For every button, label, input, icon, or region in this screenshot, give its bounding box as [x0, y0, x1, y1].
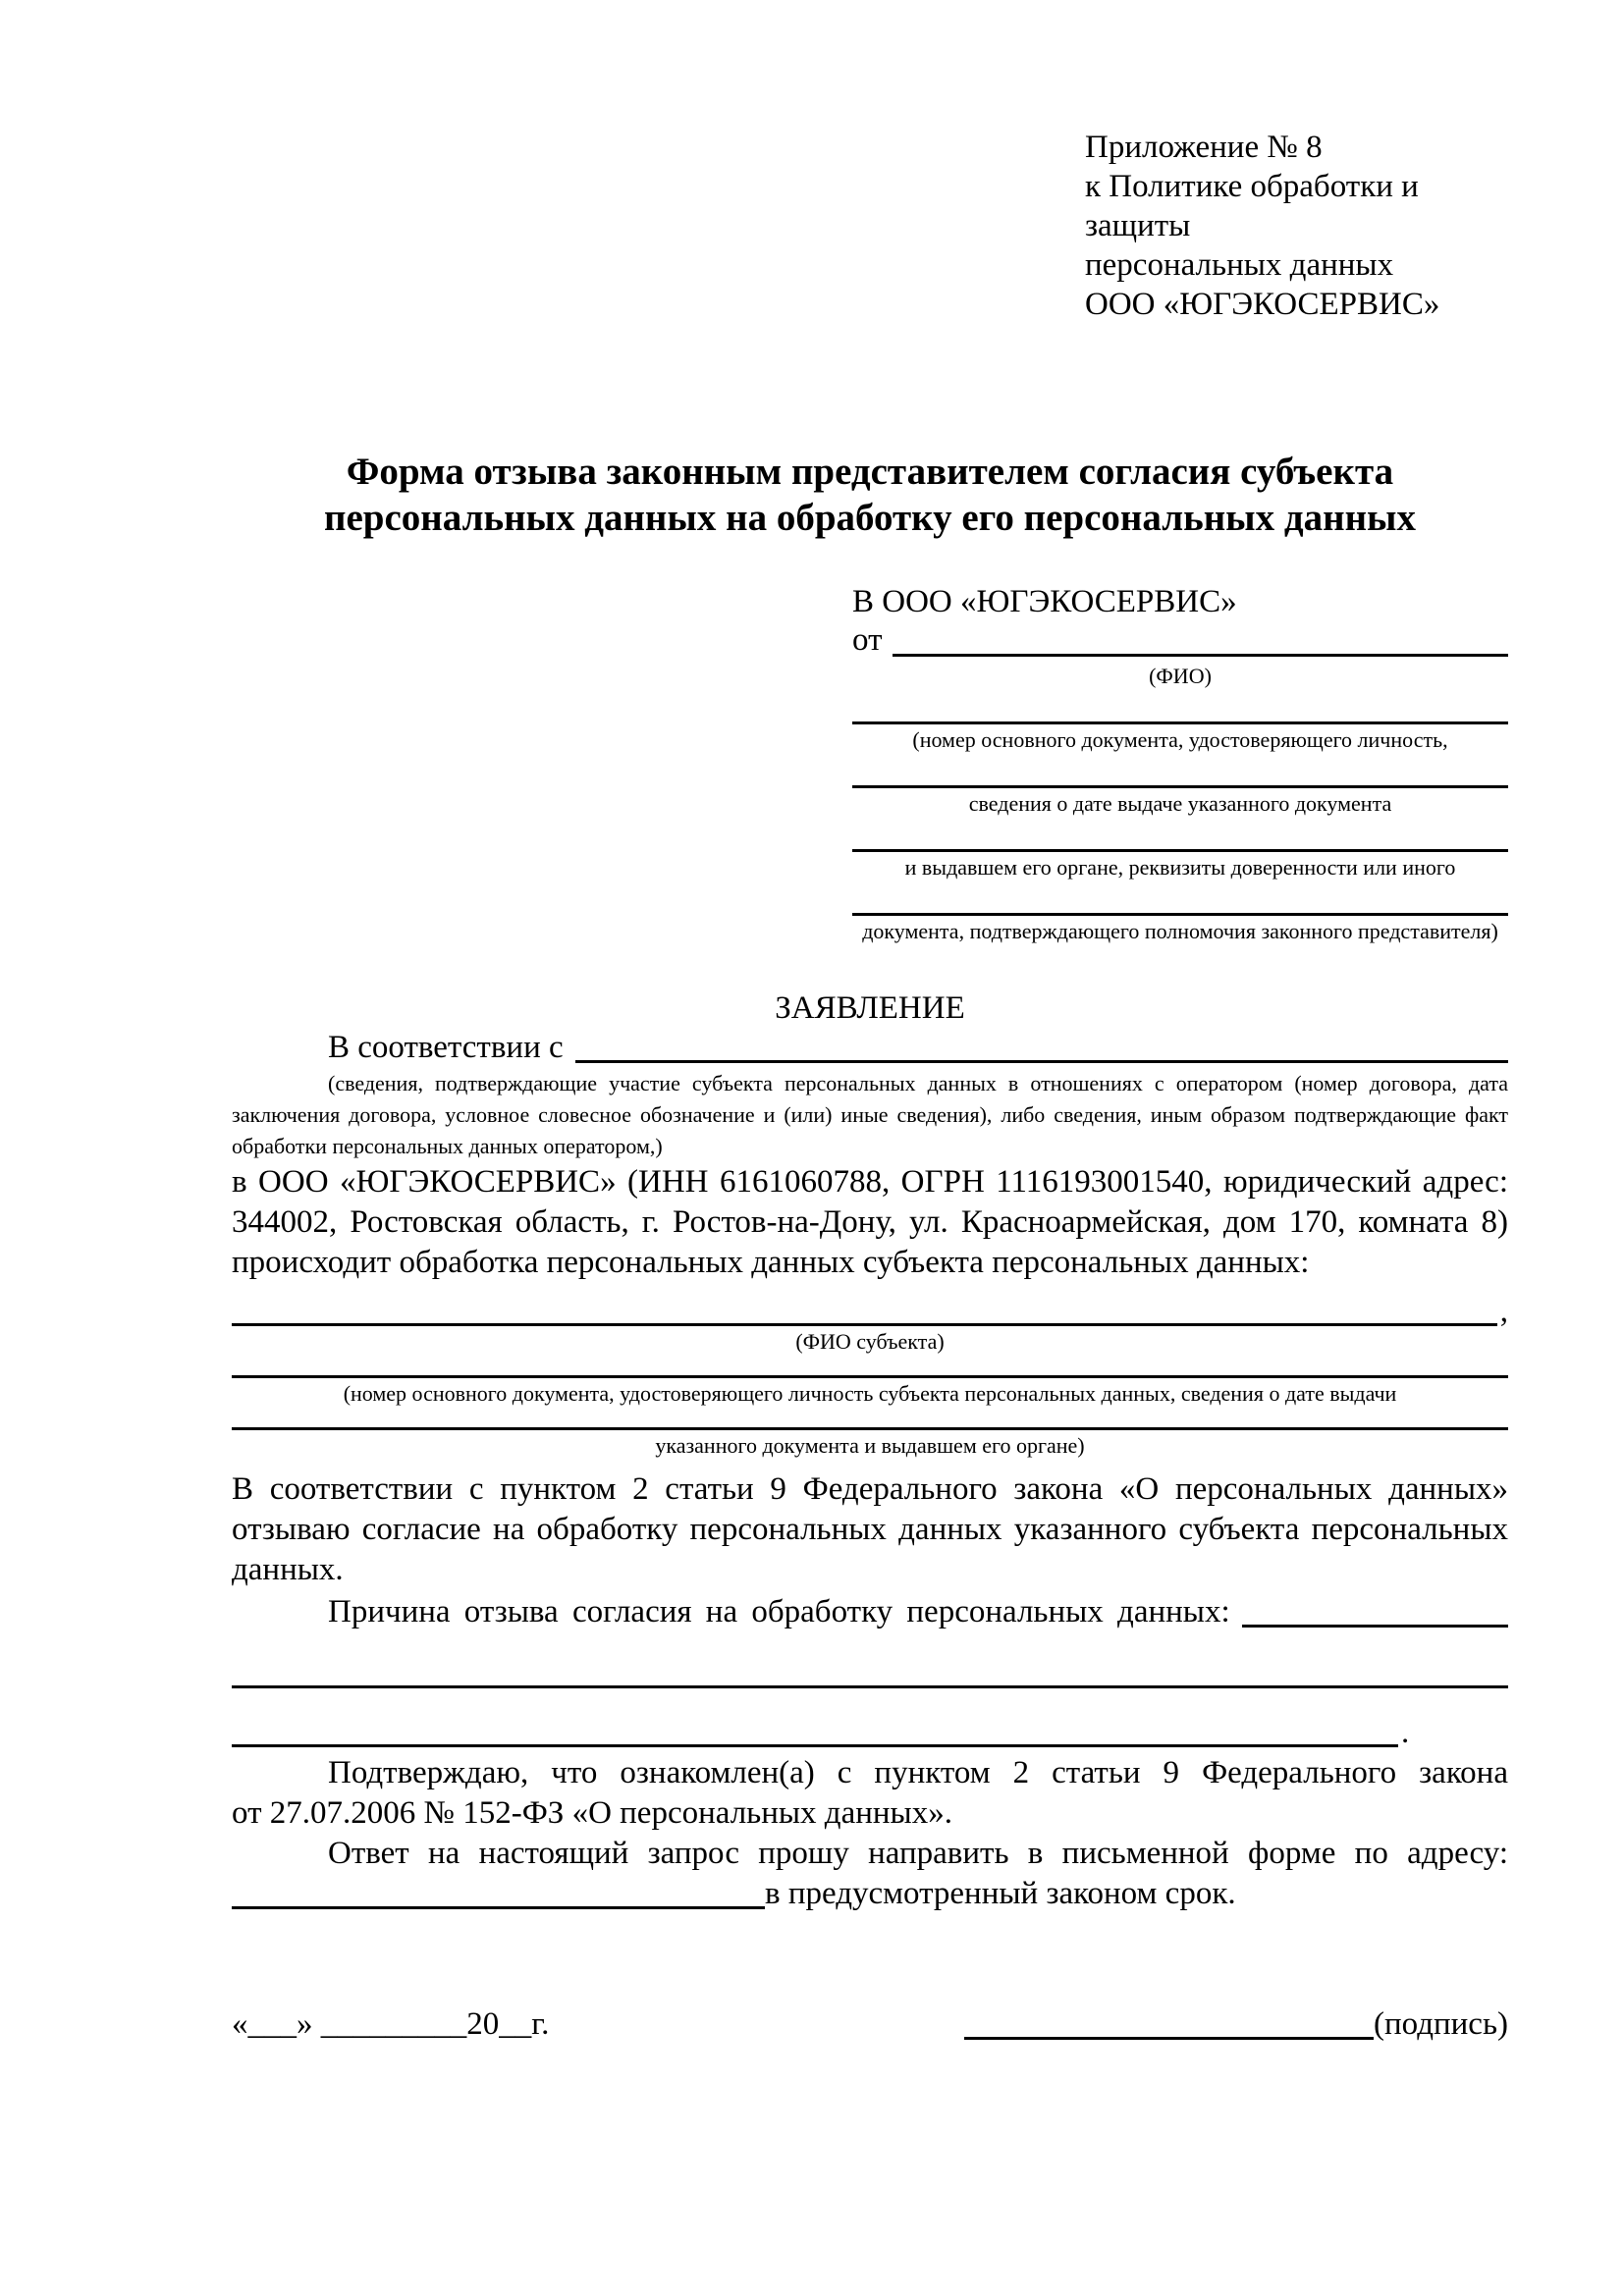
- signature-block: [964, 2004, 1508, 2045]
- confirm-line: от 27.07.2006 № 152-ФЗ «О персональных данных».: [232, 1795, 952, 1831]
- appendix-block: [1085, 128, 1508, 324]
- intro-label: В соответствии с: [328, 1030, 564, 1065]
- reason-blank-line: [1242, 1625, 1508, 1628]
- appendix-line: ООО «ЮГЭКОСЕРВИС»: [1085, 287, 1440, 322]
- intro-row: [232, 1028, 1508, 1068]
- from-label: от: [852, 622, 883, 658]
- operator-paragraph-line: происходит обработка персональных данных субъекта персональных данных:: [232, 1245, 1310, 1280]
- operator-paragraph-line: в ООО «ЮГЭКОСЕРВИС» (ИНН 6161060788, ОГРН 1116193001540, юридический адрес:: [232, 1164, 1508, 1200]
- reply-address-row: [232, 1874, 1508, 1914]
- field-blank-line: [852, 785, 1508, 788]
- withdrawal-line: В соответствии с пунктом 2 статьи 9 Федерального закона «О персональных данных»: [232, 1471, 1508, 1507]
- field-blank-line: [852, 913, 1508, 916]
- subject-doc-blank-line: [232, 1375, 1508, 1378]
- addressee-block: [852, 582, 1508, 945]
- appendix-line: к Политике обработки и защиты: [1085, 169, 1419, 243]
- field-blank-line: [852, 849, 1508, 852]
- field-caption: сведения о дате выдаче указанного документа: [968, 791, 1392, 816]
- reason-extra-blank-line: [232, 1744, 1398, 1747]
- reason-end-dot: .: [1401, 1715, 1410, 1750]
- operator-paragraph-line: 344002, Ростовская область, г. Ростов-на-Дону, ул. Красноармейская, дом 170, комната 8): [232, 1204, 1508, 1240]
- addressee-from-row: [852, 621, 1508, 661]
- reason-row: [232, 1592, 1508, 1632]
- fio-caption: (ФИО): [1149, 664, 1212, 688]
- signature-caption: (подпись): [1374, 2006, 1508, 2042]
- field-blank-line: [852, 721, 1508, 724]
- subject-doc-row: [232, 1375, 1508, 1378]
- withdrawal-line: отзываю согласие на обработку персональных данных указанного субъекта персональных: [232, 1512, 1508, 1547]
- intro-note-line: обработки персональных данных оператором,): [232, 1134, 663, 1158]
- subject-fio-suffix: ,: [1499, 1294, 1508, 1329]
- confirm-line: Подтверждаю, что ознакомлен(а) с пунктом 2 статьи 9 Федерального закона: [328, 1755, 1508, 1790]
- intro-note-line: заключения договора, условное словесное обозначение и (или) иные сведения), либо сведения, иным образом подтверждающие факт: [232, 1102, 1508, 1127]
- subject-fio-caption: (ФИО субъекта): [795, 1329, 945, 1354]
- withdrawal-line: данных.: [232, 1552, 344, 1587]
- appendix-line: Приложение № 8: [1085, 130, 1323, 165]
- title-line: персональных данных на обработку его персональных данных: [323, 497, 1417, 539]
- subject-doc-row: [232, 1427, 1508, 1430]
- addressee-organization: В ООО «ЮГЭКОСЕРВИС»: [852, 584, 1237, 619]
- signature-blank-line: [964, 2037, 1374, 2040]
- intro-note-line: (сведения, подтверждающие участие субъекта персональных данных в отношениях с оператором (номер договора, дата: [328, 1071, 1508, 1095]
- field-caption: и выдавшем его органе, реквизиты доверенности или иного: [904, 855, 1456, 880]
- field-caption: документа, подтверждающего полномочия законного представителя): [862, 919, 1498, 943]
- subject-doc-blank-line: [232, 1427, 1508, 1430]
- reason-extra-row: [232, 1685, 1508, 1688]
- title-line: Форма отзыва законным представителем согласия субъекта: [346, 451, 1394, 493]
- subject-doc-caption: (номер основного документа, удостоверяющего личность субъекта персональных данных, сведения о дате выдачи: [343, 1381, 1397, 1406]
- fio-blank-line: [893, 654, 1509, 657]
- document-title: [232, 449, 1508, 541]
- reason-label: Причина отзыва согласия на обработку персональных данных:: [328, 1594, 1230, 1629]
- subject-doc-caption: указанного документа и выдавшем его органе): [655, 1433, 1085, 1458]
- intro-blank-line: [575, 1060, 1508, 1063]
- appendix-line: персональных данных: [1085, 247, 1394, 283]
- footer-row: [232, 2004, 1508, 2045]
- reply-line: Ответ на настоящий запрос прошу направить в письменной форме по адресу:: [328, 1836, 1508, 1871]
- subject-fio-row: [232, 1294, 1508, 1329]
- field-caption: (номер основного документа, удостоверяющего личность,: [912, 727, 1448, 752]
- date-blank: «___» _________20__г.: [232, 2006, 550, 2042]
- reason-extra-row: [232, 1715, 1508, 1750]
- reply-address-blank-line: [232, 1906, 765, 1909]
- reply-line2-text: в предусмотренный законом срок.: [765, 1876, 1236, 1911]
- reason-extra-blank-line: [232, 1685, 1508, 1688]
- subject-fio-blank-line: [232, 1323, 1497, 1326]
- statement-heading: ЗАЯВЛЕНИЕ: [775, 990, 965, 1026]
